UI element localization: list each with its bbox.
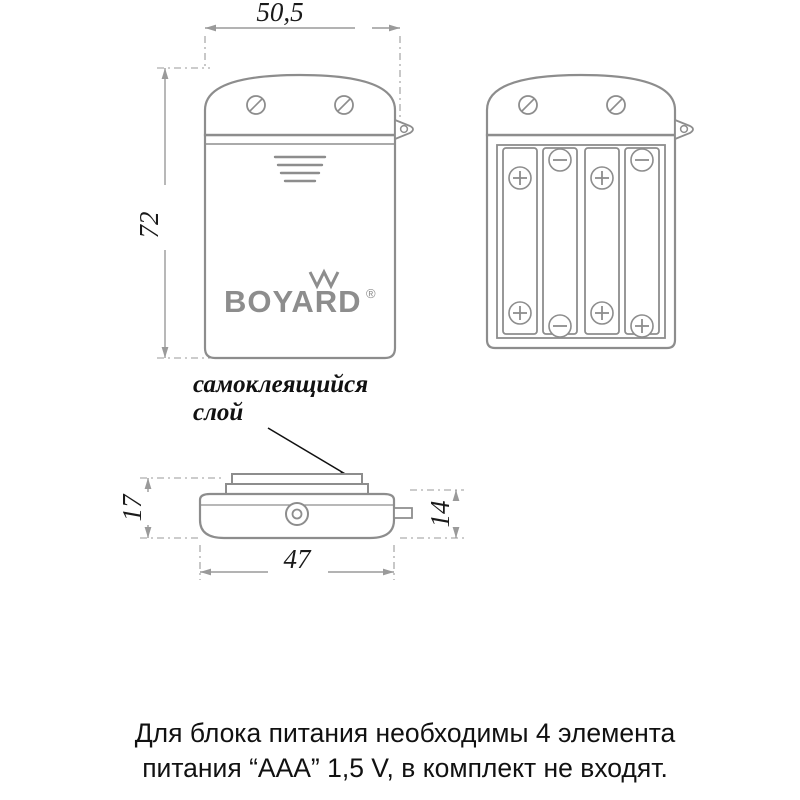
side-view-lid-plate (226, 484, 368, 494)
dimension-height-left-text: 72 (134, 211, 164, 239)
side-view (200, 474, 412, 538)
front-view-body (205, 135, 395, 358)
side-view-nub (394, 508, 412, 518)
dimension-width-top-text: 50,5 (256, 0, 304, 27)
caption-line-1: Для блока питания необходимы 4 элемента (134, 718, 676, 748)
screw-icon-front-right (335, 96, 353, 114)
screw-icon-front-left (247, 96, 265, 114)
annotation-adhesive-layer (193, 371, 368, 483)
battery-cell-2 (543, 148, 577, 337)
front-view-lid (205, 75, 395, 135)
dimension-height-left (134, 68, 210, 358)
battery-view-lid (487, 75, 675, 135)
battery-compartment-view (487, 75, 693, 348)
battery-cell-4 (625, 148, 659, 337)
adhesive-layer-label-line1: самоклеящийся (193, 371, 369, 398)
side-tab-front (395, 120, 413, 139)
dimension-side-width-bottom (200, 544, 394, 580)
caption-line-2: питания “AAA” 1,5 V, в комплект не входят. (142, 753, 668, 784)
center-boss-icon (286, 503, 308, 525)
caption-block (40, 716, 770, 786)
front-view (205, 75, 413, 358)
side-tab-back (675, 120, 693, 139)
battery-cell-1 (503, 148, 537, 334)
leader-line (268, 428, 352, 478)
dimension-side-width-bottom-text: 47 (283, 544, 311, 574)
dimension-side-height-left-text: 17 (117, 494, 147, 522)
screw-icon-back-left (519, 96, 537, 114)
brand-registered-mark: ® (366, 286, 376, 301)
brand-name: BOYARD (224, 284, 362, 319)
screw-icon-back-right (607, 96, 625, 114)
adhesive-layer-label-line2: слой (193, 399, 244, 426)
adhesive-strip (232, 474, 362, 484)
battery-cell-3 (585, 148, 619, 334)
dimension-side-height-right-text: 14 (425, 500, 455, 528)
